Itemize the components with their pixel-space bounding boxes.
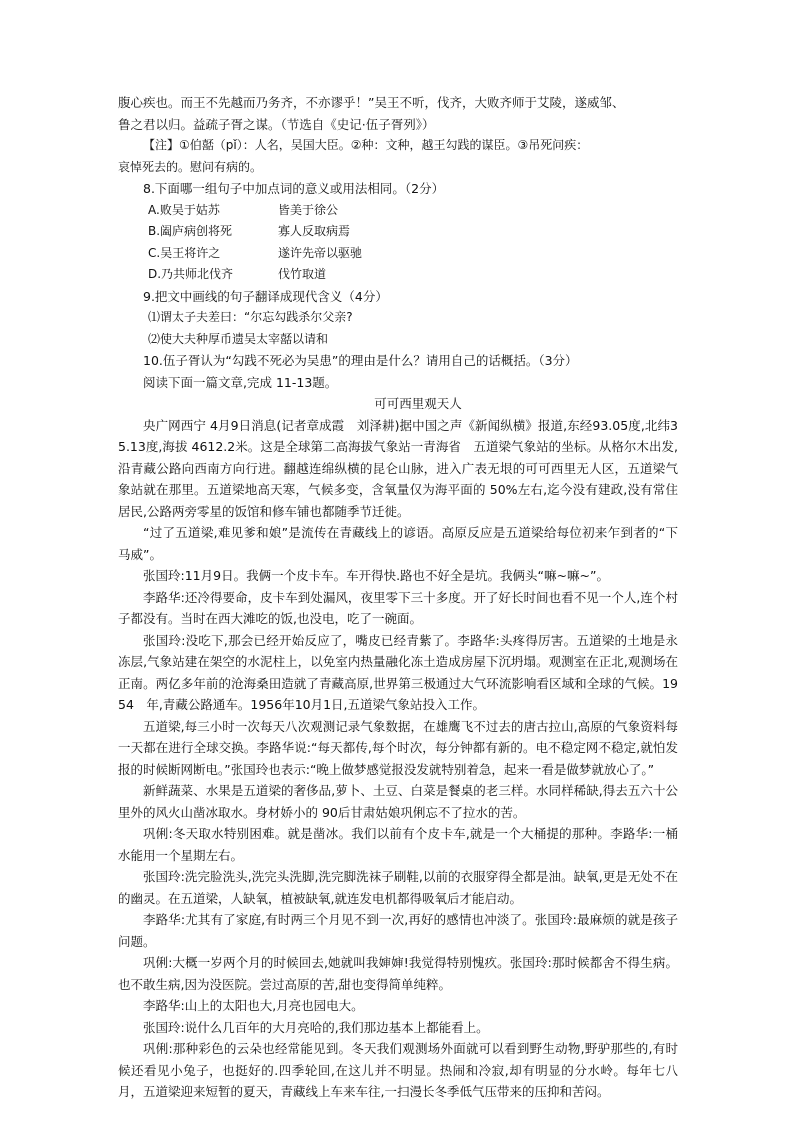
option-right: 遂许先帝以驱驰 [278, 245, 363, 260]
article-paragraph: 李路华:尤其有了家庭,有时两三个月见不到一次,再好的感情也冲淡了。张国玲:最麻烦的就是孩子问题。 [118, 912, 678, 949]
article-paragraph: “过了五道梁,难见爹和娘”是流传在青藏线上的谚语。高原反应是五道梁给每位初来乍到者的“下马威”。 [118, 525, 678, 562]
passage-line: 腹心疾也。而王不先越而乃务齐，不亦谬乎！”吴王不听，伐齐，大败齐师于艾陵，遂威邹、 [118, 95, 625, 110]
option-right: 寡人反取病焉 [278, 224, 351, 238]
document-page [118, 92, 678, 1103]
question-8-option [118, 264, 678, 286]
article-paragraph: 央广网西宁 4月9日消息(记者章成霞 刘泽耕)据中国之声《新闻纵横》报道,东经93.05度,北纬35.13度,海拔 4612.2米。这是全球第二高海拔气象站一青海省 五道梁气象站的坐标。从格尔木出发,沿青藏公路向西南方向行进。翻越连绵纵横的昆仑山脉，进入广表无垠的可可西里无人区，五道梁气象站就在那里。五道梁地高天寒，气候多变，含氧量仅为海平面的 50%左右,迄今没有建政,没有常住居民,公路两旁零星的饭馆和修车铺也都随季节迁徙。 [118, 417, 678, 519]
question-8-stem: 8.下面哪一组句子中加点词的意义或用法相同。（2分） [143, 181, 445, 196]
article-paragraph: 巩俐:那种彩色的云朵也经常能见到。冬天我们观测场外面就可以看到野生动物,野驴那些的,有时候还看见小兔子，也挺好的.四季轮回,在这儿并不明显。热闹和冷寂,却有明显的分水岭。每年七八月，五道梁迎来短暂的夏天，青藏线上车来车往,一扫漫长冬季低气压带来的压抑和苦闷。 [118, 1041, 678, 1099]
option-left: A.败吴于姑苏 [148, 202, 220, 217]
option-left: D.乃共师北伐齐 [148, 267, 234, 281]
option-left: C.吴王将许之 [148, 245, 221, 260]
option-left: B.阖庐病创将死 [148, 224, 233, 238]
article-paragraph: 李路华:还冷得要命，皮卡车到处漏风，夜里零下三十多度。开了好长时间也看不见一个人,连个村子都没有。当时在西大滩吃的饭,也没电，吃了一碗面。 [118, 589, 678, 626]
reading-instruction: 阅读下面一篇文章,完成 11-13题。 [143, 374, 338, 390]
annotation-note: 哀悼死去的。慰问有病的。 [118, 159, 263, 174]
question-8-option [118, 243, 678, 265]
article-title: 可可西里观天人 [374, 396, 462, 411]
question-8-option [118, 200, 678, 222]
article-paragraph: 张国玲:没吃下,那会已经开始反应了，嘴皮已经青紫了。李路华:头疼得厉害。五道梁的土地是永冻层,气象站建在架空的水泥柱上，以免室内热量融化冻土造成房屋下沉坍塌。观测室在正北,观测场在正南。两亿多年前的沧海桑田造就了青藏高原,世界第三极通过大气环流影响看区域和全球的气候。1954 年,青藏公路通车。1956年10月1日,五道梁气象站投入工作。 [118, 632, 678, 712]
article-paragraph: 张国玲:洗完脸洗头,洗完头洗脚,洗完脚洗袜子刷鞋,以前的衣服穿得全都是油。缺氧,更是无处不在的幽灵。在五道梁，人缺氧，植被缺氧,就连发电机都得吸氧后才能启动。 [118, 869, 678, 906]
annotation-note: 【注】①伯嚭（pǐ）：人名，吴国大臣。②种：文种，越王勾践的谋臣。③吊死问疾： [143, 138, 589, 152]
article-paragraph: 五道梁,每三小时一次每天八次观测记录气象数据，在雄鹰飞不过去的唐古拉山,高原的气象资料每一天都在进行全球交换。李路华说:“每天都传,每个时次，每分钟都有新的。电不稳定网不稳定,就怕发报的时候断网断电。”张国玲也表示:“晚上做梦感觉报没发就特别着急，起来一看是做梦就放心了。” [118, 718, 678, 777]
passage-line: 鲁之君以归。益疏子胥之谋。（节选自《史记·伍子胥列》） [118, 116, 435, 132]
option-right: 伐竹取道 [278, 267, 327, 281]
article-paragraph: 张国玲:说什么几百年的大月亮哈的,我们那边基本上都能看上。 [143, 1019, 489, 1035]
article-paragraph: 张国玲:11月9日。我俩一个皮卡车。车开得快.路也不好全是坑。我俩头“嘛~嘛~”。 [143, 568, 609, 583]
question-8-option [118, 221, 678, 243]
question-9-item: ⑴谓太子夫差曰：“尔忘勾践杀尔父亲? [148, 310, 353, 324]
question-10-stem: 10.伍子胥认为“勾践不死必为吴患”的理由是什么？请用自己的话概括。（3分） [143, 353, 578, 368]
article-paragraph: 新鲜蔬菜、水果是五道梁的奢侈品,萝卜、土豆、白菜是餐桌的老三样。水同样稀缺,得去五六十公里外的风火山凿冰取水。身材娇小的 90后甘肃姑娘巩俐忘不了拉水的苦。 [118, 783, 678, 820]
option-right: 皆美于徐公 [278, 202, 339, 217]
article-paragraph: 巩俐:冬天取水特别困难。就是凿冰。我们以前有个皮卡车,就是一个大桶提的那种。李路华:一桶水能用一个星期左右。 [118, 826, 678, 863]
article-paragraph: 李路华:山上的太阳也大,月亮也园电大。 [143, 998, 364, 1013]
question-9-item: ⑵使大夫种厚币遗吴太宰嚭以请和 [148, 331, 329, 346]
article-paragraph: 巩俐:大概一岁两个月的时候回去,她就叫我婶婶!我觉得特别愧疚。张国玲:那时候都舍不得生病。也不敢生病,因为没医院。尝过高原的苦,甜也变得简单纯粹。 [118, 955, 678, 992]
question-9-stem: 9.把文中画线的句子翻译成现代含义（4分） [143, 288, 388, 304]
